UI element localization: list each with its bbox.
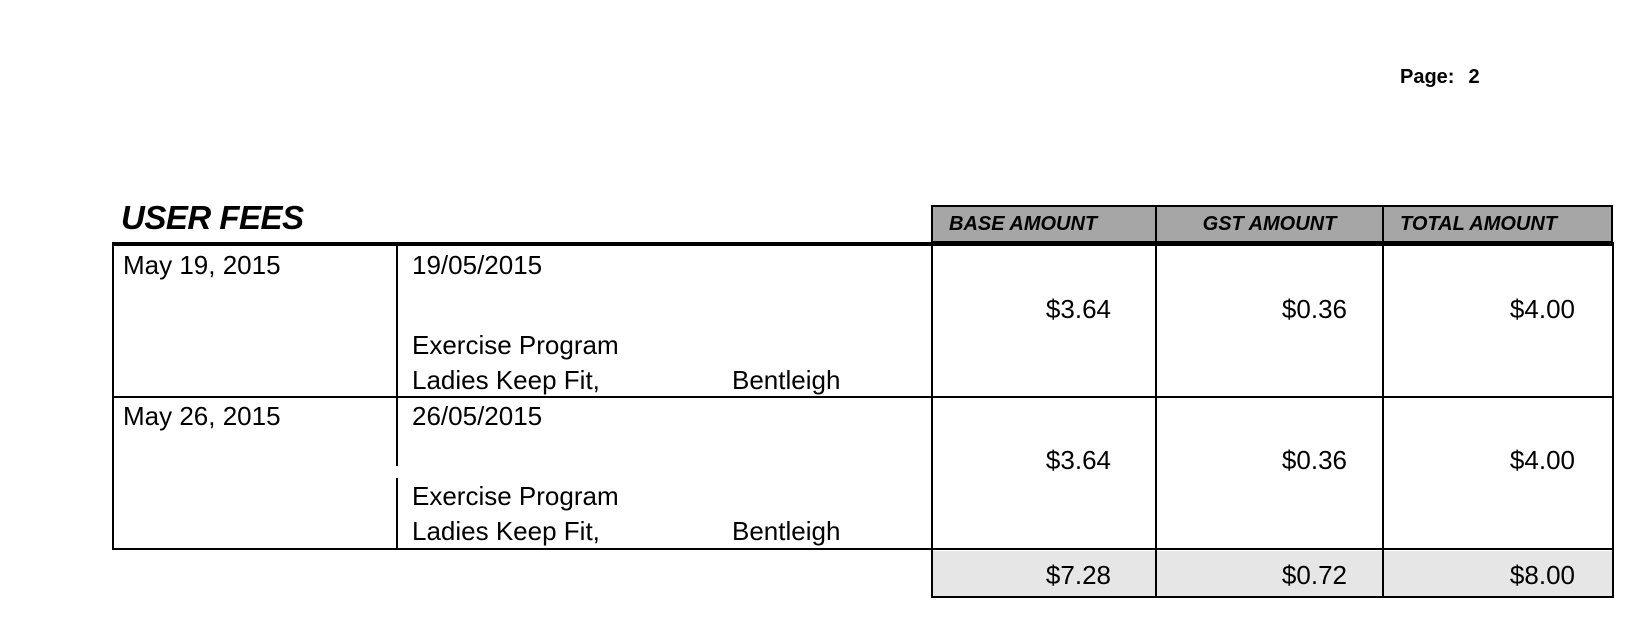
row-divider [112,396,1614,398]
row-location: Bentleigh [732,365,841,395]
row-base-amount: $3.64 [1045,294,1111,324]
row-date: May 19, 2015 [123,250,281,280]
row-program: Exercise Program [412,330,619,360]
row-reference-date: 19/05/2015 [412,250,543,280]
row-total-amount: $4.00 [1509,445,1575,475]
table-bottom-border [112,548,1614,550]
section-title: USER FEES [121,199,304,236]
row-activity: Ladies Keep Fit, [412,365,600,395]
row-reference-date: 26/05/2015 [412,401,543,431]
column-header-total-amount: TOTAL AMOUNT [1382,205,1613,243]
page-number-value: 2 [1468,66,1480,88]
gst-column-left-border [1155,244,1157,598]
row-location: Bentleigh [732,516,841,546]
total-total-amount: $8.00 [1509,560,1575,590]
table-top-border [112,242,1614,246]
table-left-border [112,244,114,550]
base-column-left-border [931,244,933,598]
total-gst-amount: $0.72 [1281,560,1347,590]
page-number-label: Page: [1400,66,1455,88]
description-column-divider [396,478,398,550]
total-base-amount: $7.28 [1045,560,1111,590]
row-activity: Ladies Keep Fit, [412,516,600,546]
totals-bottom-border [931,596,1614,598]
total-column-left-border [1382,244,1384,598]
description-column-divider [396,244,398,466]
row-total-amount: $4.00 [1509,294,1575,324]
row-gst-amount: $0.36 [1281,445,1347,475]
row-date: May 26, 2015 [123,401,281,431]
table-right-border [1612,244,1614,598]
row-gst-amount: $0.36 [1281,294,1347,324]
row-program: Exercise Program [412,481,619,511]
page-number [1400,66,1480,89]
row-base-amount: $3.64 [1045,445,1111,475]
column-header-base-amount: BASE AMOUNT [931,205,1157,243]
column-header-gst-amount: GST AMOUNT [1155,205,1384,243]
